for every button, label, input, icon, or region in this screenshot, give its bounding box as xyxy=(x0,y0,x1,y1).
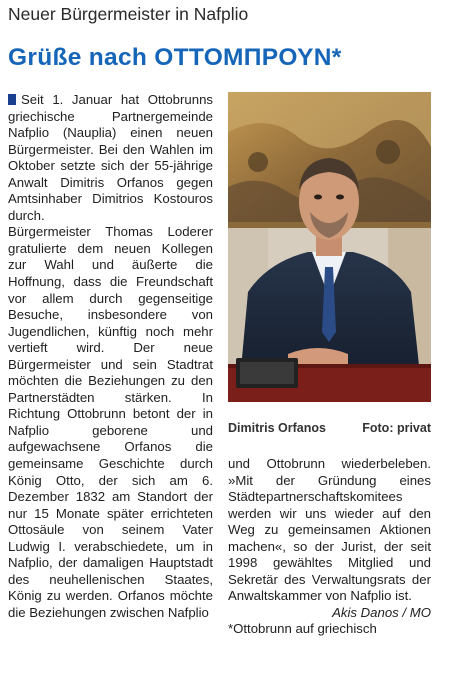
caption-credit: Foto: privat xyxy=(362,421,431,435)
article-kicker: Neuer Bürgermeister in Nafplio xyxy=(8,4,249,24)
left-column xyxy=(8,92,213,622)
paragraph-continuation: und Ottobrunn wiederbeleben. »Mit der Gründung eines Städtepartnerschaftskomitees werden wir uns wieder auf den Weg zu gemeinsamen Aktionen machen«, so der Jurist, der seit 1998 gewähltes Mitglied und Sekretär des Verwaltungsrats der Anwaltskammer von Nafplio ist. xyxy=(228,456,431,604)
paragraph-body: Bürgermeister Thomas Loderer gratulierte dem neuen Kollegen zur Wahl und äußerte die Hoffnung, dass die Freundschaft vor allem durch gegenseitige Besuche, insbesondere von Jugendlichen, künftig noch mehr vertieft wird. Der neue Bürgermeister und sein Stadtrat möchten die Beziehungen zu den Partnerstädten stärken. In Richtung Ottobrunn betont der in Nafplio geborene und aufgewachsene Orfanos die gemeinsame Geschichte durch König Otto, der sich am 6. Dezember 1832 am Standort der nur 15 Monate später errichteten Ottosäule von seinem Vater Ludwig I. verabschiedete, um in Nafplio, der damaligen Hauptstadt des neuhellenischen Staates, König zu werden. Orfanos möchte die Beziehungen zwischen Nafplio xyxy=(8,224,213,620)
portrait-illustration xyxy=(228,92,431,402)
article-headline: Grüße nach ΟΤΤΟΜΠΡΟΥΝ* xyxy=(8,44,342,71)
author-signature: Akis Danos / MO xyxy=(332,604,431,620)
paragraph-marker xyxy=(8,94,16,105)
paragraph-intro-text: Seit 1. Januar hat Ottobrunns griechische Partnergemeinde Nafplio (Nauplia) einen neuen Bürgermeister. Bei den Wahlen im Oktober setzte sich der 55-jährige Anwalt Dimitris Orfanos gegen Amtsinhaber Dimitrios Kostouros durch. xyxy=(8,92,213,223)
paragraph-intro xyxy=(8,92,213,224)
footnote: *Ottobrunn auf griechisch xyxy=(228,621,377,637)
portrait-photo xyxy=(228,92,431,402)
right-column xyxy=(228,456,431,638)
caption-name: Dimitris Orfanos xyxy=(228,421,326,435)
photo-caption xyxy=(228,421,431,435)
